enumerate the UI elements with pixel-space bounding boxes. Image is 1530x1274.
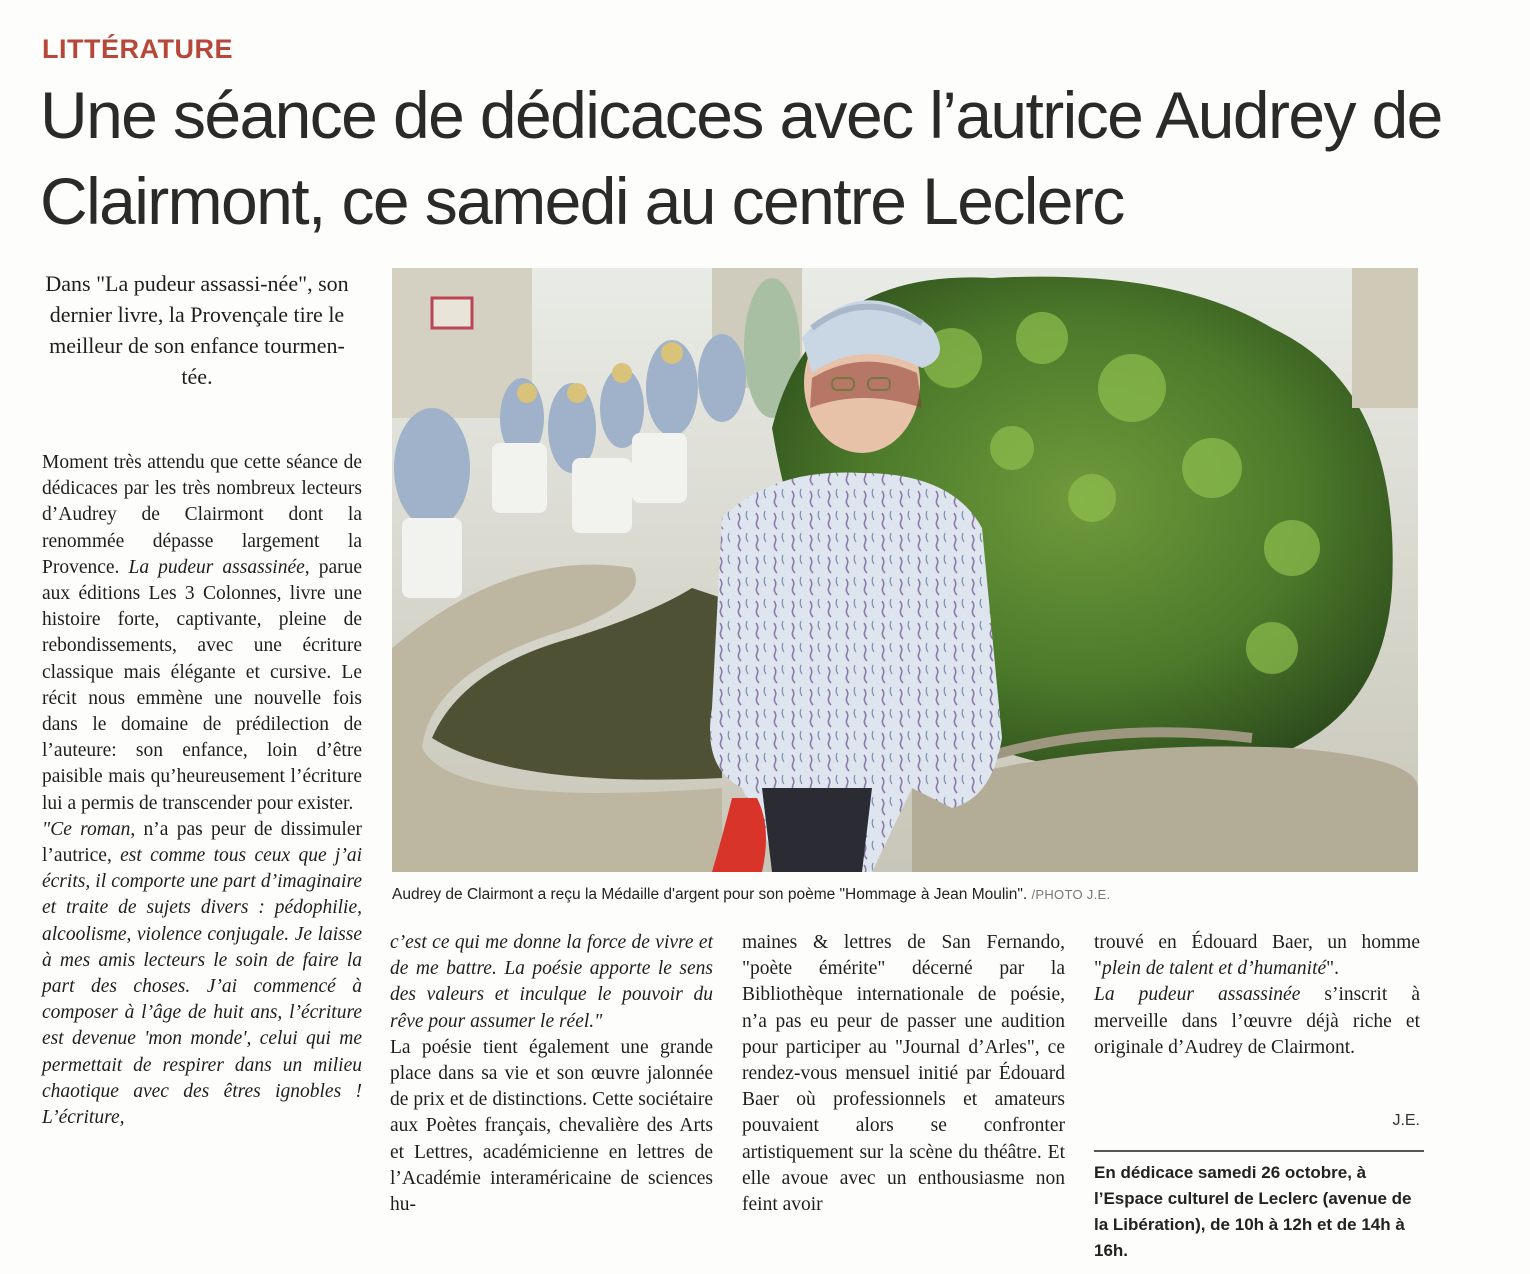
quote-run: c’est ce qui me donne la force de vivre et de me battre. La poésie apporte le sens des valeurs et inculque le pouvoir du rêve pour assumer le réel." (390, 932, 713, 1032)
article-paragraph (42, 817, 362, 1131)
article-paragraph (390, 930, 713, 1035)
article-headline: Une séance de dédicaces avec l’autrice Audrey de Clairmont, ce samedi au centre Leclerc (40, 78, 1442, 238)
quote-run: plein de talent et d’humanité (1101, 958, 1327, 980)
photo-illustration (392, 268, 1418, 872)
article-column-2 (390, 930, 713, 1218)
article-paragraph: maines & lettres de San Fernando, "poète émérite" décerné par la Bibliothèque internationale de poésie, n’a pas eu peur de passer une audition pour participer au "Journal d’Arles", ce rendez-vous mensuel initié par Édouard Baer où professionnels et amateurs pouvaient alors se confronter artistiquement sur la scène du théâtre. Et elle avoue avec un enthousiasme non feint avoir (742, 932, 1065, 1216)
text-run: s’inscrit à merveille dans l’œuvre déjà riche et originale d’Audrey de Clairmont. (1094, 984, 1420, 1058)
article-column-1 (42, 450, 362, 1131)
article-paragraph (1094, 982, 1420, 1061)
event-info-box: En dédicace samedi 26 octobre, à l’Espace culturel de Leclerc (avenue de la Libération), de 10h à 12h et de 14h à 16h. (1094, 1150, 1424, 1264)
text-run: ". (1326, 958, 1340, 980)
quote-run: est comme tous ceux que j’ai écrits, il comporte une part d’imaginaire et traite de sujets divers : pédophilie, alcoolisme, violence conjugale. Je laisse à mes amis lecteurs le soin de faire la part des choses. J’ai commencé à composer à l’âge de huit ans, l’écriture est devenue 'mon monde', celui qui me permettait de respirer dans un milieu chaotique avec des êtres ignobles ! L’écriture, (42, 845, 362, 1129)
article-paragraph (42, 450, 362, 817)
book-title: La pudeur assassinée (128, 556, 305, 578)
article-photo (392, 268, 1418, 872)
text-run: , parue aux éditions Les 3 Colonnes, livre une histoire forte, captivante, pleine de rebondissements, avec une écriture classique mais élégante et cursive. Le récit nous emmène une nouvelle fois dans le domaine de prédilection de l’auteure: son enfance, loin d’être paisible mais qu’heureusement l’écriture lui a permis de transcender pour exister. (42, 556, 362, 814)
article-column-4 (1094, 930, 1420, 1061)
text-run: , n’a pas peur de dissimuler l’autrice, (42, 818, 362, 867)
photo-credit: /PHOTO J.E. (1031, 887, 1111, 902)
author-signature: J.E. (1392, 1112, 1420, 1129)
quote-run: "Ce roman (42, 818, 131, 840)
caption-text: Audrey de Clairmont a reçu la Médaille d'argent pour son poème "Hommage à Jean Moulin". (392, 886, 1028, 903)
text-run: trouvé en Édouard Baer, un homme " (1094, 932, 1420, 980)
section-rubric: LITTÉRATURE (42, 34, 233, 64)
article-paragraph (1094, 930, 1420, 982)
book-title: La pudeur assassinée (1094, 984, 1301, 1006)
article-standfirst: Dans "La pudeur assassi-née", son dernier livre, la Provençale tire le meilleur de son enfance tourmen-tée. (45, 271, 349, 389)
text-run: Moment très attendu que cette séance de dédicaces par les très nombreux lecteurs d’Audrey de Clairmont dont la renommée dépasse largement la Provence. (42, 452, 362, 578)
article-paragraph: La poésie tient également une grande place dans sa vie et son œuvre jalonnée de prix et de distinctions. Cette sociétaire aux Poètes français, chevalière des Arts et Lettres, académicienne en lettres de l’Académie interaméricaine de sciences hu- (390, 1036, 713, 1216)
article-column-3 (742, 930, 1065, 1218)
photo-caption (392, 886, 1418, 904)
